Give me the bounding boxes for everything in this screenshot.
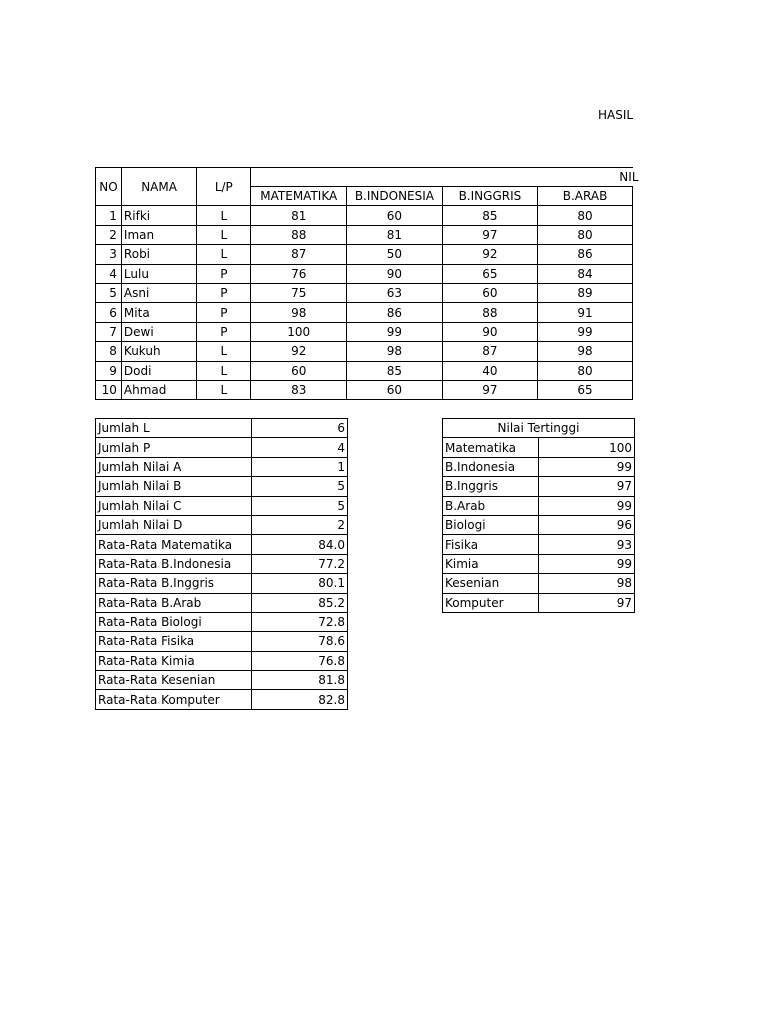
- cell-matematika: 92: [251, 342, 347, 361]
- header-b-indonesia: B.INDONESIA: [347, 187, 443, 206]
- cell-b-arab: 84: [538, 264, 633, 283]
- cell-no: 3: [96, 245, 122, 264]
- subject-label: B.Indonesia: [443, 457, 539, 476]
- cell-no: 1: [96, 206, 122, 225]
- summary-value: 2: [252, 515, 348, 534]
- cell-nama: Lulu: [121, 264, 196, 283]
- table-row: [96, 419, 348, 438]
- cell-nama: Asni: [121, 283, 196, 302]
- cell-lp: L: [197, 225, 251, 244]
- cell-b-indonesia: 90: [347, 264, 443, 283]
- cell-b-arab: 86: [538, 245, 633, 264]
- cell-b-inggris: 97: [442, 380, 537, 399]
- cell-matematika: 60: [251, 361, 347, 380]
- subject-label: Kimia: [443, 554, 539, 573]
- cell-lp: P: [197, 303, 251, 322]
- cell-no: 5: [96, 283, 122, 302]
- table-row: [96, 457, 348, 476]
- top-score-value: 97: [539, 593, 635, 612]
- table-row: [443, 593, 635, 612]
- top-score-value: 99: [539, 457, 635, 476]
- cell-matematika: 81: [251, 206, 347, 225]
- table-row: [96, 438, 348, 457]
- grades-table-wrapper: [95, 167, 639, 400]
- cell-nama: Dodi: [121, 361, 196, 380]
- top-score-value: 97: [539, 477, 635, 496]
- summary-value: 4: [252, 438, 348, 457]
- cell-b-inggris: 97: [442, 225, 537, 244]
- top-scores-title: Nilai Tertinggi: [443, 419, 635, 438]
- cell-no: 9: [96, 361, 122, 380]
- table-row: [443, 477, 635, 496]
- cell-lp: P: [197, 322, 251, 341]
- table-row: [96, 322, 633, 341]
- table-row: [96, 264, 633, 283]
- cell-lp: P: [197, 283, 251, 302]
- table-row: [96, 225, 633, 244]
- subject-label: B.Arab: [443, 496, 539, 515]
- cell-b-inggris: 85: [442, 206, 537, 225]
- summary-label: Rata-Rata Fisika: [96, 632, 252, 651]
- cell-b-indonesia: 63: [347, 283, 443, 302]
- table-row: [96, 496, 348, 515]
- table-row: [96, 554, 348, 573]
- table-row: [443, 496, 635, 515]
- summary-value: 77.2: [252, 554, 348, 573]
- table-row: [443, 438, 635, 457]
- table-row: [443, 554, 635, 573]
- table-row: [96, 690, 348, 709]
- cell-b-arab: 89: [538, 283, 633, 302]
- cell-matematika: 75: [251, 283, 347, 302]
- top-score-value: 96: [539, 515, 635, 534]
- cell-matematika: 87: [251, 245, 347, 264]
- top-score-value: 93: [539, 535, 635, 554]
- cell-nama: Kukuh: [121, 342, 196, 361]
- cell-b-arab: 80: [538, 361, 633, 380]
- cell-matematika: 100: [251, 322, 347, 341]
- table-row: [96, 206, 633, 225]
- cell-b-inggris: 87: [442, 342, 537, 361]
- cell-lp: L: [197, 206, 251, 225]
- summary-label: Jumlah Nilai D: [96, 515, 252, 534]
- cell-b-inggris: 40: [442, 361, 537, 380]
- cell-nama: Robi: [121, 245, 196, 264]
- cell-b-arab: 99: [538, 322, 633, 341]
- cell-matematika: 83: [251, 380, 347, 399]
- cell-no: 2: [96, 225, 122, 244]
- cell-no: 8: [96, 342, 122, 361]
- cell-b-arab: 65: [538, 380, 633, 399]
- summary-value: 82.8: [252, 690, 348, 709]
- header-lp: L/P: [197, 168, 251, 206]
- page-title: HASIL: [598, 108, 634, 122]
- cell-no: 6: [96, 303, 122, 322]
- cell-b-indonesia: 99: [347, 322, 443, 341]
- top-score-value: 98: [539, 574, 635, 593]
- subject-label: Biologi: [443, 515, 539, 534]
- table-row: [96, 632, 348, 651]
- summary-value: 72.8: [252, 612, 348, 631]
- table-row: [443, 574, 635, 593]
- table-row: [96, 574, 348, 593]
- subject-label: Matematika: [443, 438, 539, 457]
- summary-label: Jumlah Nilai C: [96, 496, 252, 515]
- cell-matematika: 76: [251, 264, 347, 283]
- summary-table: [95, 418, 348, 710]
- header-nama: NAMA: [121, 168, 196, 206]
- table-row: [96, 380, 633, 399]
- summary-label: Rata-Rata Biologi: [96, 612, 252, 631]
- summary-label: Rata-Rata Kesenian: [96, 671, 252, 690]
- summary-label: Rata-Rata Matematika: [96, 535, 252, 554]
- summary-value: 6: [252, 419, 348, 438]
- header-matematika: MATEMATIKA: [251, 187, 347, 206]
- header-b-inggris: B.INGGRIS: [442, 187, 537, 206]
- summary-label: Rata-Rata Komputer: [96, 690, 252, 709]
- grades-table-body: [96, 206, 633, 400]
- top-score-value: 99: [539, 554, 635, 573]
- cell-lp: L: [197, 361, 251, 380]
- subject-label: Kesenian: [443, 574, 539, 593]
- table-row: [96, 245, 633, 264]
- table-row: [96, 515, 348, 534]
- cell-b-arab: 80: [538, 225, 633, 244]
- cell-matematika: 98: [251, 303, 347, 322]
- cell-nama: Mita: [121, 303, 196, 322]
- summary-table-body: [96, 419, 348, 710]
- cell-b-indonesia: 60: [347, 380, 443, 399]
- cell-b-inggris: 90: [442, 322, 537, 341]
- top-scores-wrapper: [442, 418, 635, 613]
- cell-no: 4: [96, 264, 122, 283]
- summary-label: Rata-Rata B.Inggris: [96, 574, 252, 593]
- summary-value: 1: [252, 457, 348, 476]
- summary-value: 85.2: [252, 593, 348, 612]
- cell-nama: Iman: [121, 225, 196, 244]
- table-row: [96, 651, 348, 670]
- grades-table: [95, 167, 639, 400]
- header-nilai-group: [251, 168, 639, 187]
- summary-label: Jumlah Nilai B: [96, 477, 252, 496]
- header-b-arab: B.ARAB: [538, 187, 633, 206]
- cell-b-indonesia: 98: [347, 342, 443, 361]
- cell-b-indonesia: 50: [347, 245, 443, 264]
- cell-b-inggris: 92: [442, 245, 537, 264]
- summary-table-wrapper: [95, 418, 348, 710]
- table-row: [96, 477, 348, 496]
- subject-label: B.Inggris: [443, 477, 539, 496]
- subject-label: Komputer: [443, 593, 539, 612]
- cell-lp: L: [197, 380, 251, 399]
- header-nilai-label: NIL: [619, 170, 639, 185]
- cell-b-arab: 98: [538, 342, 633, 361]
- table-row: [96, 303, 633, 322]
- cell-no: 10: [96, 380, 122, 399]
- cell-b-indonesia: 85: [347, 361, 443, 380]
- summary-value: 5: [252, 477, 348, 496]
- table-row: [443, 457, 635, 476]
- summary-label: Rata-Rata B.Arab: [96, 593, 252, 612]
- cell-lp: P: [197, 264, 251, 283]
- summary-label: Rata-Rata Kimia: [96, 651, 252, 670]
- table-row: [96, 671, 348, 690]
- cell-nama: Ahmad: [121, 380, 196, 399]
- top-score-value: 99: [539, 496, 635, 515]
- summary-value: 76.8: [252, 651, 348, 670]
- cell-b-inggris: 65: [442, 264, 537, 283]
- cell-b-indonesia: 60: [347, 206, 443, 225]
- table-row: [443, 535, 635, 554]
- summary-label: Jumlah P: [96, 438, 252, 457]
- summary-value: 81.8: [252, 671, 348, 690]
- summary-label: Rata-Rata B.Indonesia: [96, 554, 252, 573]
- top-scores-table: [442, 418, 635, 613]
- cell-b-arab: 91: [538, 303, 633, 322]
- table-row: [443, 515, 635, 534]
- table-row: [96, 535, 348, 554]
- cell-lp: L: [197, 245, 251, 264]
- table-row: [96, 342, 633, 361]
- summary-label: Jumlah Nilai A: [96, 457, 252, 476]
- table-row: [96, 283, 633, 302]
- top-scores-table-body: [443, 438, 635, 613]
- subject-label: Fisika: [443, 535, 539, 554]
- summary-value: 80.1: [252, 574, 348, 593]
- cell-nama: Dewi: [121, 322, 196, 341]
- cell-nama: Rifki: [121, 206, 196, 225]
- cell-b-inggris: 88: [442, 303, 537, 322]
- cell-b-indonesia: 81: [347, 225, 443, 244]
- cell-b-indonesia: 86: [347, 303, 443, 322]
- summary-value: 84.0: [252, 535, 348, 554]
- top-score-value: 100: [539, 438, 635, 457]
- cell-lp: L: [197, 342, 251, 361]
- cell-no: 7: [96, 322, 122, 341]
- cell-b-arab: 80: [538, 206, 633, 225]
- summary-value: 78.6: [252, 632, 348, 651]
- table-row: [96, 361, 633, 380]
- table-row: [96, 612, 348, 631]
- header-no: NO: [96, 168, 122, 206]
- cell-b-inggris: 60: [442, 283, 537, 302]
- table-row: [96, 593, 348, 612]
- summary-label: Jumlah L: [96, 419, 252, 438]
- cell-matematika: 88: [251, 225, 347, 244]
- summary-value: 5: [252, 496, 348, 515]
